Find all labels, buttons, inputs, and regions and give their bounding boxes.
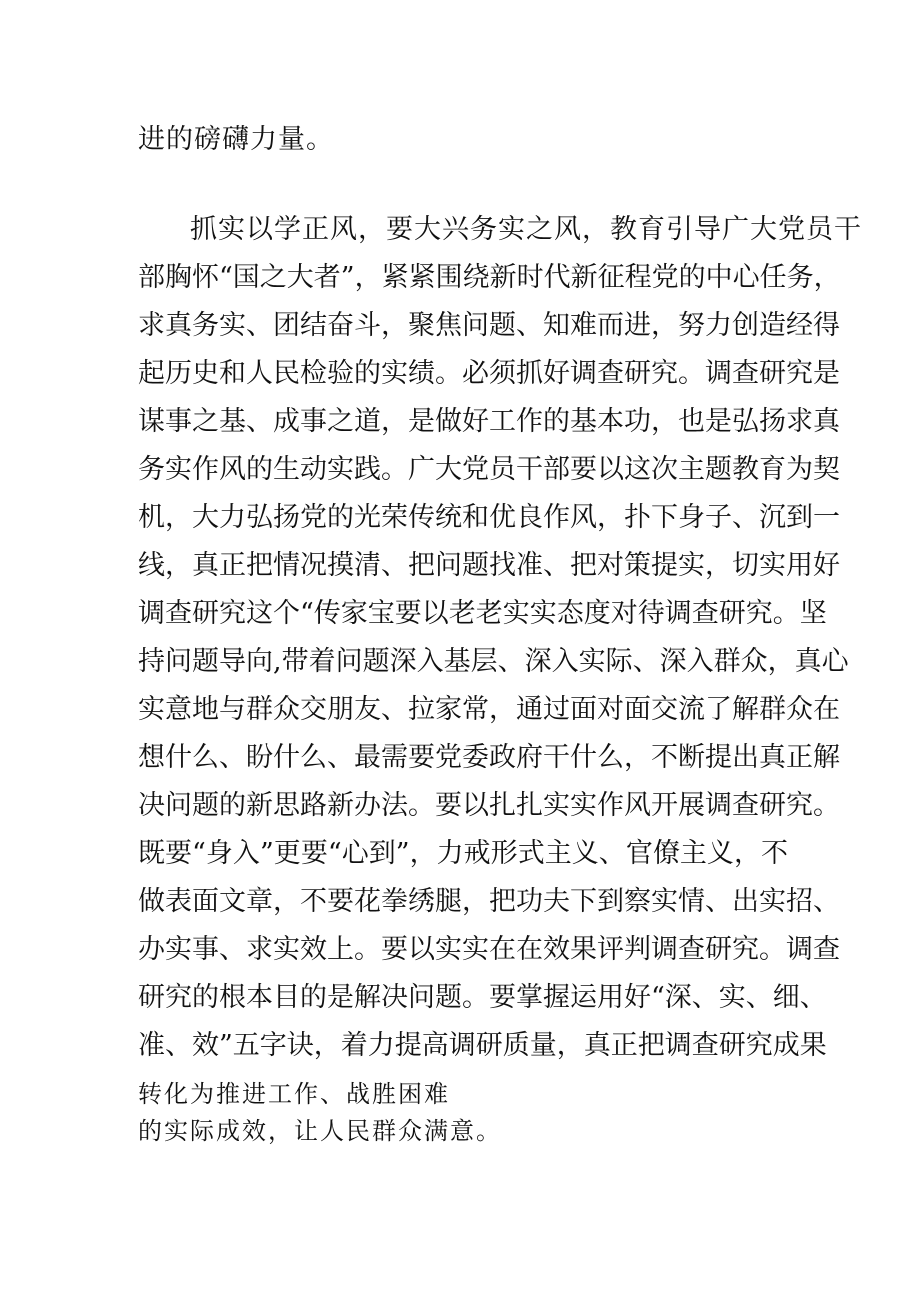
paragraph-line: 办实事、求实效上。要以实实在在效果评判调查研究。调查: [138, 934, 840, 965]
paragraph-line: 既要“身入”更要“心到”，力戒形式主义、官僚主义，不: [138, 838, 788, 869]
paragraph-line: 的实际成效，让人民群众满意。: [138, 1117, 502, 1145]
paragraph-line: 准、效”五字诀，着力提高调研质量，真正把调查研究成果: [138, 1030, 827, 1061]
paragraph-line: 持问题导向,带着问题深入基层、深入实际、深入群众，真心: [138, 646, 849, 677]
paragraph-line: 抓实以学正风，要大兴务实之风，教育引导广大党员干: [190, 214, 862, 245]
paragraph-line: 实意地与群众交朋友、拉家常，通过面对面交流了解群众在: [138, 694, 840, 725]
paragraph-line: 转化为推进工作、战胜困难: [138, 1080, 450, 1108]
paragraph-line: 想什么、盼什么、最需要党委政府干什么，不断提出真正解: [138, 742, 840, 773]
paragraph-line: 部胸怀“国之大者”，紧紧围绕新时代新征程党的中心任务，: [138, 262, 841, 293]
paragraph-line: 务实作风的生动实践。广大党员干部要以这次主题教育为契: [138, 454, 840, 485]
paragraph-line: 研究的根本目的是解决问题。要掌握运用好“深、实、细、: [138, 982, 827, 1013]
paragraph-line: 决问题的新思路新办法。要以扎扎实实作风开展调查研究。: [138, 790, 840, 821]
paragraph-line: 机，大力弘扬党的光荣传统和优良作风，扑下身子、沉到一: [138, 502, 840, 533]
paragraph-line: 线，真正把情况摸清、把问题找准、把对策提实，切实用好: [138, 550, 840, 581]
paragraph-line: 谋事之基、成事之道，是做好工作的基本功，也是弘扬求真: [138, 406, 840, 437]
paragraph-line: 做表面文章，不要花拳绣腿，把功夫下到察实情、出实招、: [138, 886, 840, 917]
paragraph-line: 求真务实、团结奋斗，聚焦问题、知难而进，努力创造经得: [138, 310, 840, 341]
paragraph-line: 调查研究这个“传家宝要以老老实实态度对待调查研究。坚: [138, 598, 827, 629]
previous-paragraph-tail: 进的磅礴力量。: [138, 124, 334, 155]
paragraph-line: 起历史和人民检验的实绩。必须抓好调查研究。调查研究是: [138, 358, 840, 389]
